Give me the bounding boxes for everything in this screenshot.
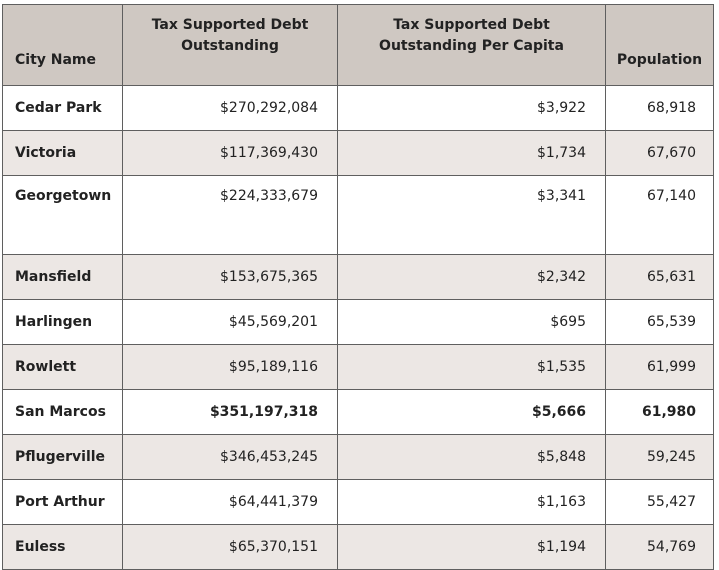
header-row [3, 5, 714, 86]
debt-cell: $351,197,318 [123, 390, 338, 435]
debt-cell: $45,569,201 [123, 300, 338, 345]
per-capita-cell: $5,666 [338, 390, 606, 435]
table-row [3, 131, 714, 176]
table-row [3, 255, 714, 300]
table-row [3, 86, 714, 131]
table-row [3, 480, 714, 525]
table-row [3, 345, 714, 390]
header-population: Population [606, 5, 714, 86]
table-row [3, 435, 714, 480]
population-cell: 65,539 [606, 300, 714, 345]
city-cell: Harlingen [3, 300, 123, 345]
city-cell: Rowlett [3, 345, 123, 390]
city-cell: Port Arthur [3, 480, 123, 525]
per-capita-cell: $1,734 [338, 131, 606, 176]
table-row [3, 525, 714, 570]
header-debt-line1: Tax Supported Debt [151, 17, 309, 33]
debt-cell: $270,292,084 [123, 86, 338, 131]
population-cell: 65,631 [606, 255, 714, 300]
debt-cell: $95,189,116 [123, 345, 338, 390]
city-cell: Victoria [3, 131, 123, 176]
header-debt-outstanding [123, 5, 338, 86]
per-capita-cell: $1,535 [338, 345, 606, 390]
per-capita-cell: $3,922 [338, 86, 606, 131]
per-capita-cell: $1,163 [338, 480, 606, 525]
city-cell: Mansfield [3, 255, 123, 300]
population-cell: 61,999 [606, 345, 714, 390]
per-capita-cell: $3,341 [338, 176, 606, 255]
debt-cell: $153,675,365 [123, 255, 338, 300]
debt-cell: $64,441,379 [123, 480, 338, 525]
city-cell: San Marcos [3, 390, 123, 435]
table-body [3, 86, 714, 570]
table-header [3, 5, 714, 86]
header-percap-line1: Tax Supported Debt [393, 17, 550, 33]
population-cell: 61,980 [606, 390, 714, 435]
population-cell: 59,245 [606, 435, 714, 480]
per-capita-cell: $5,848 [338, 435, 606, 480]
population-cell: 54,769 [606, 525, 714, 570]
header-debt-per-capita [338, 5, 606, 86]
per-capita-cell: $695 [338, 300, 606, 345]
debt-cell: $117,369,430 [123, 131, 338, 176]
city-cell: Cedar Park [3, 86, 123, 131]
table-row-highlighted [3, 390, 714, 435]
header-debt-line2: Outstanding [181, 38, 279, 54]
per-capita-cell: $2,342 [338, 255, 606, 300]
population-cell: 67,670 [606, 131, 714, 176]
debt-cell: $224,333,679 [123, 176, 338, 255]
debt-cell: $65,370,151 [123, 525, 338, 570]
debt-table [2, 4, 714, 570]
population-cell: 68,918 [606, 86, 714, 131]
city-cell: Georgetown [3, 176, 123, 255]
debt-cell: $346,453,245 [123, 435, 338, 480]
table-row [3, 300, 714, 345]
population-cell: 67,140 [606, 176, 714, 255]
per-capita-cell: $1,194 [338, 525, 606, 570]
population-cell: 55,427 [606, 480, 714, 525]
table-row [3, 176, 714, 255]
city-cell: Euless [3, 525, 123, 570]
city-cell: Pflugerville [3, 435, 123, 480]
header-percap-line2: Outstanding Per Capita [379, 38, 564, 54]
header-city-name: City Name [3, 5, 123, 86]
